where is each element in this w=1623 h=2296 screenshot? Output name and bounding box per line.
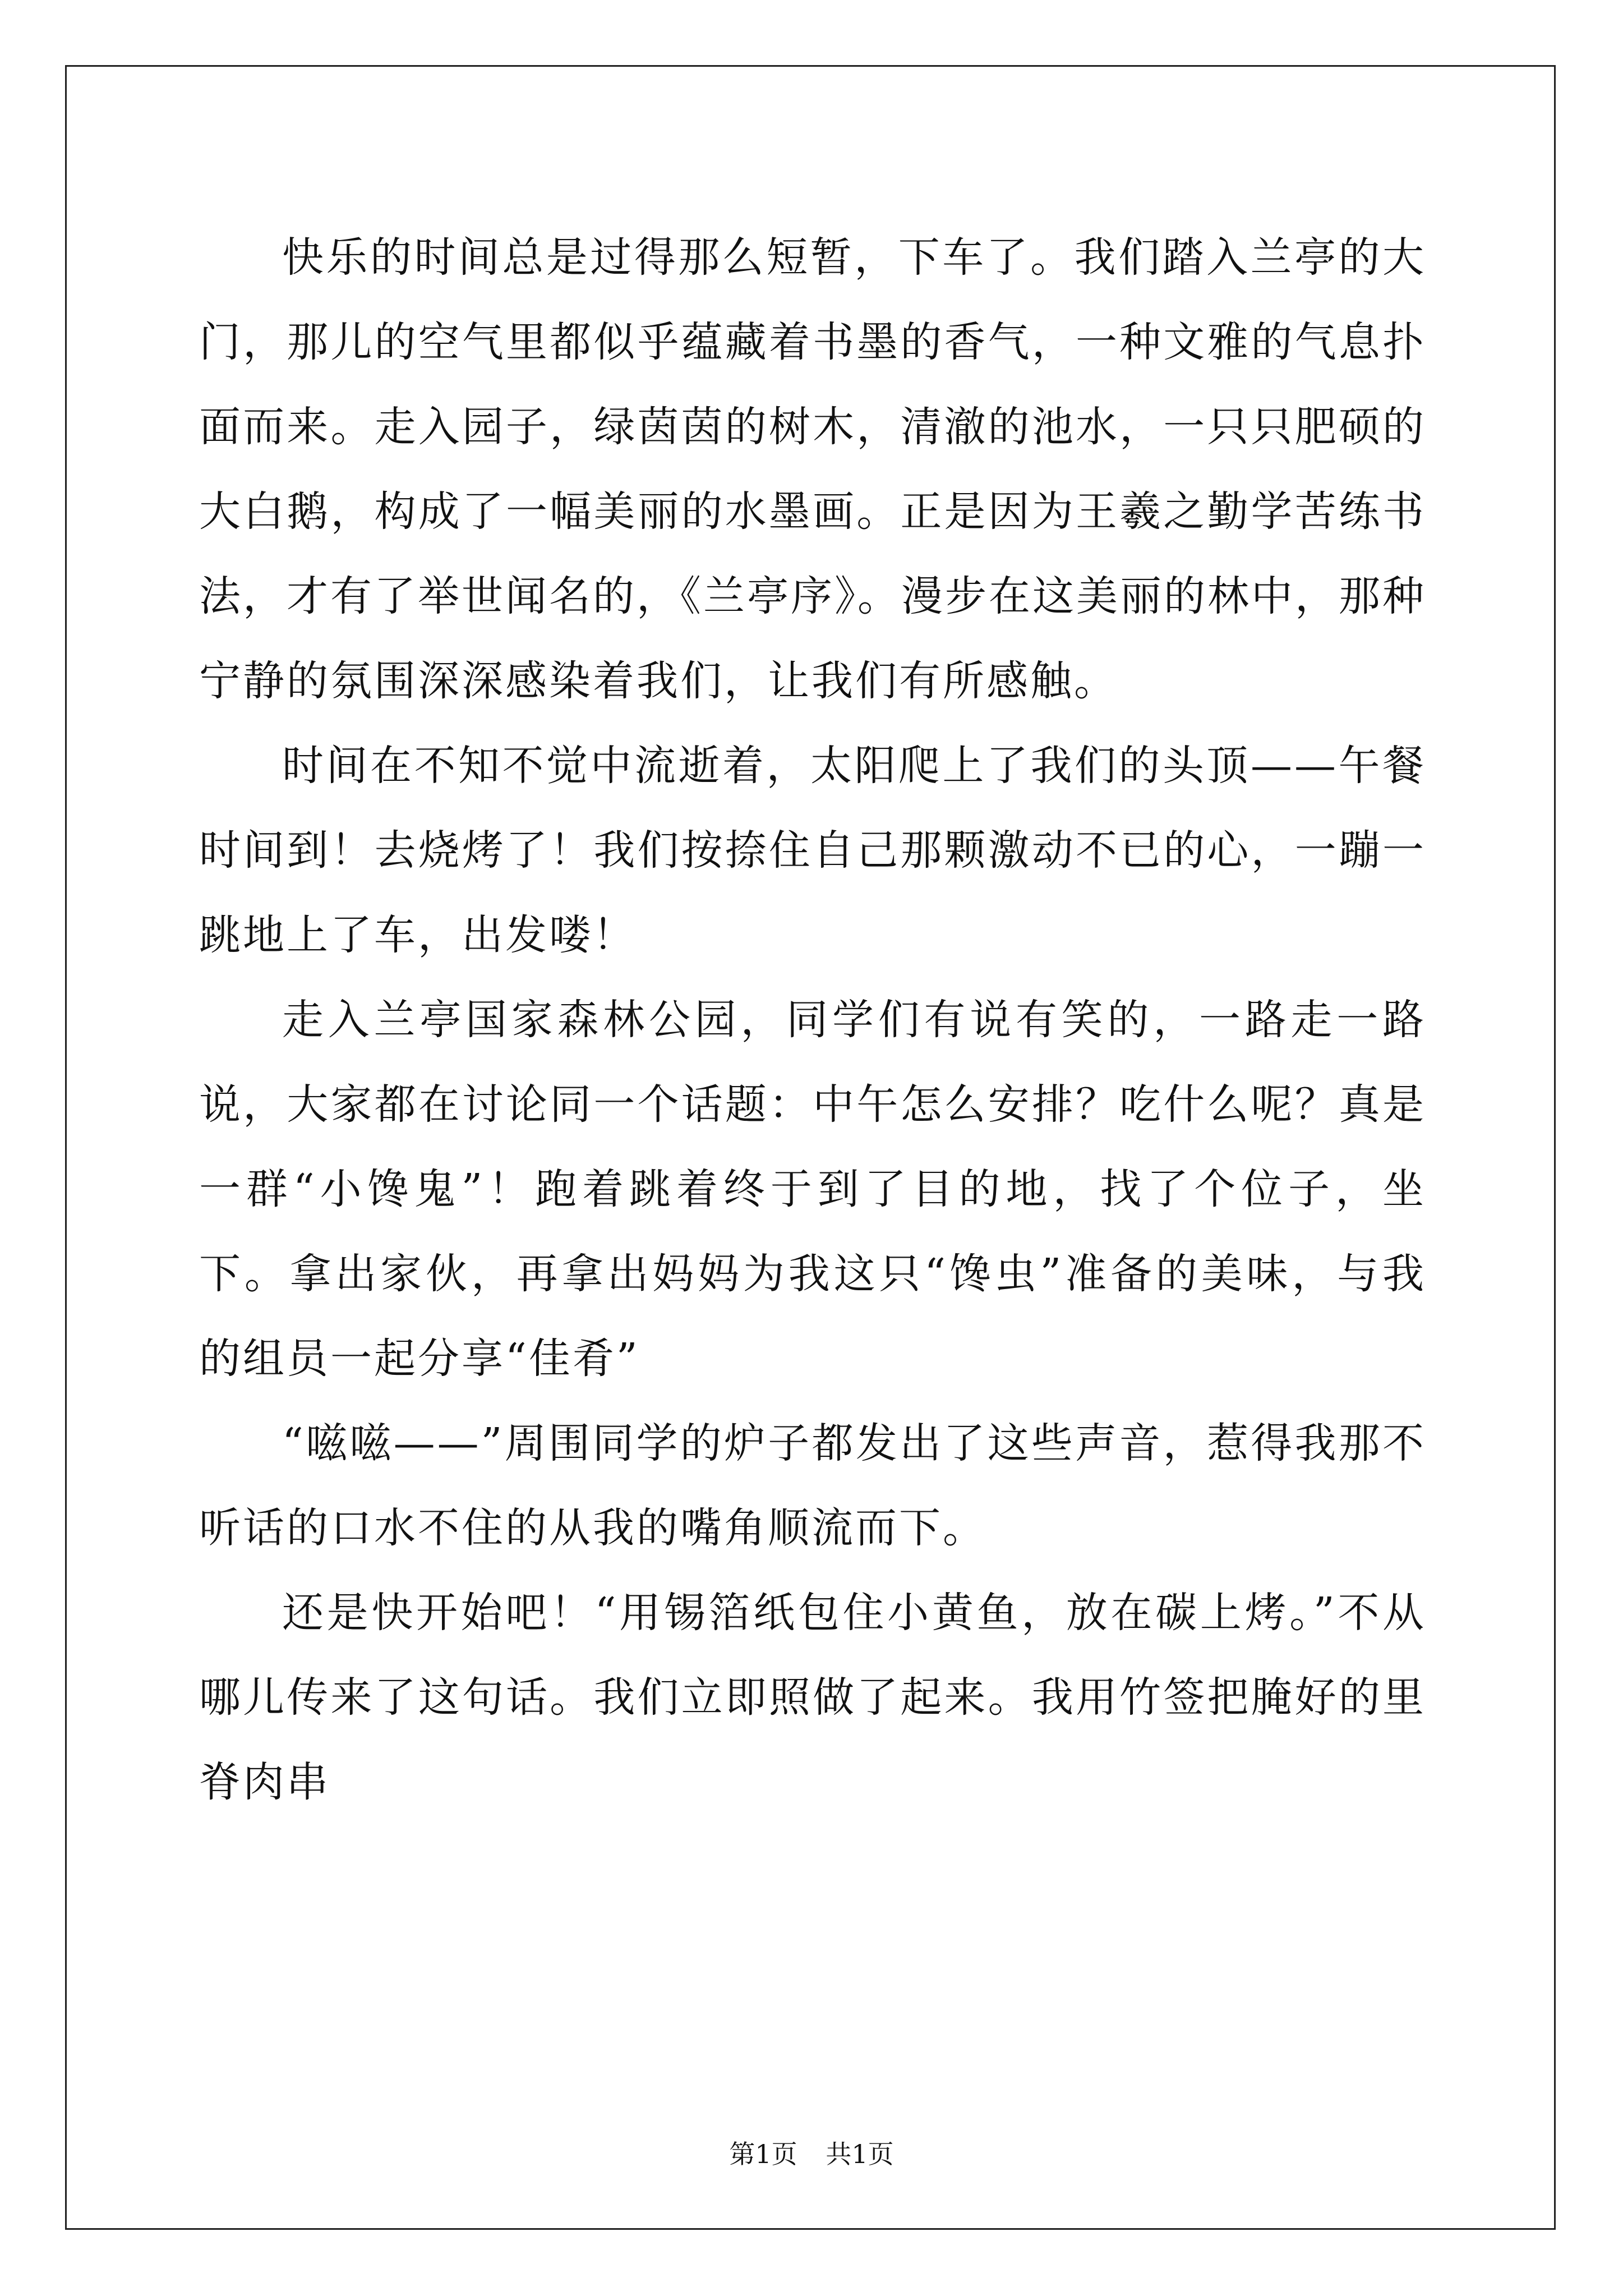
page-footer [0,2137,1623,2171]
paragraph-3: 走入兰亭国家森林公园，同学们有说有笑的，一路走一路说，大家都在讨论同一个话题：中午怎么安排？吃什么呢？真是一群“小馋鬼”！跑着跳着终于到了目的地，找了个位子，坐下。拿出家伙，再拿出妈妈为我这只“馋虫”准备的美味，与我的组员一起分享“佳肴” [199,996,1426,1383]
page-number: 第1页 [729,2139,797,2169]
paragraph-5: 还是快开始吧！“用锡箔纸包住小黄鱼，放在碳上烤。”不从哪儿传来了这句话。我们立即照做了起来。我用竹签把腌好的里脊肉串 [199,1589,1426,1806]
page-total: 共1页 [826,2139,894,2169]
document-body [199,215,1426,1825]
paragraph-2: 时间在不知不觉中流逝着，太阳爬上了我们的头顶——午餐时间到！去烧烤了！我们按捺住自己那颗激动不已的心，一蹦一跳地上了车，出发喽！ [199,742,1426,959]
paragraph-4: “嗞嗞——”周围同学的炉子都发出了这些声音，惹得我那不听话的口水不住的从我的嘴角顺流而下。 [199,1419,1426,1552]
paragraph-1: 快乐的时间总是过得那么短暂，下车了。我们踏入兰亭的大门，那儿的空气里都似乎蕴藏着书墨的香气，一种文雅的气息扑面而来。走入园子，绿茵茵的树木，清澈的池水，一只只肥硕的大白鹅，构成了一幅美丽的水墨画。正是因为王羲之勤学苦练书法，才有了举世闻名的，《兰亭序》。漫步在这美丽的林中，那种宁静的氛围深深感染着我们，让我们有所感触。 [199,233,1426,705]
